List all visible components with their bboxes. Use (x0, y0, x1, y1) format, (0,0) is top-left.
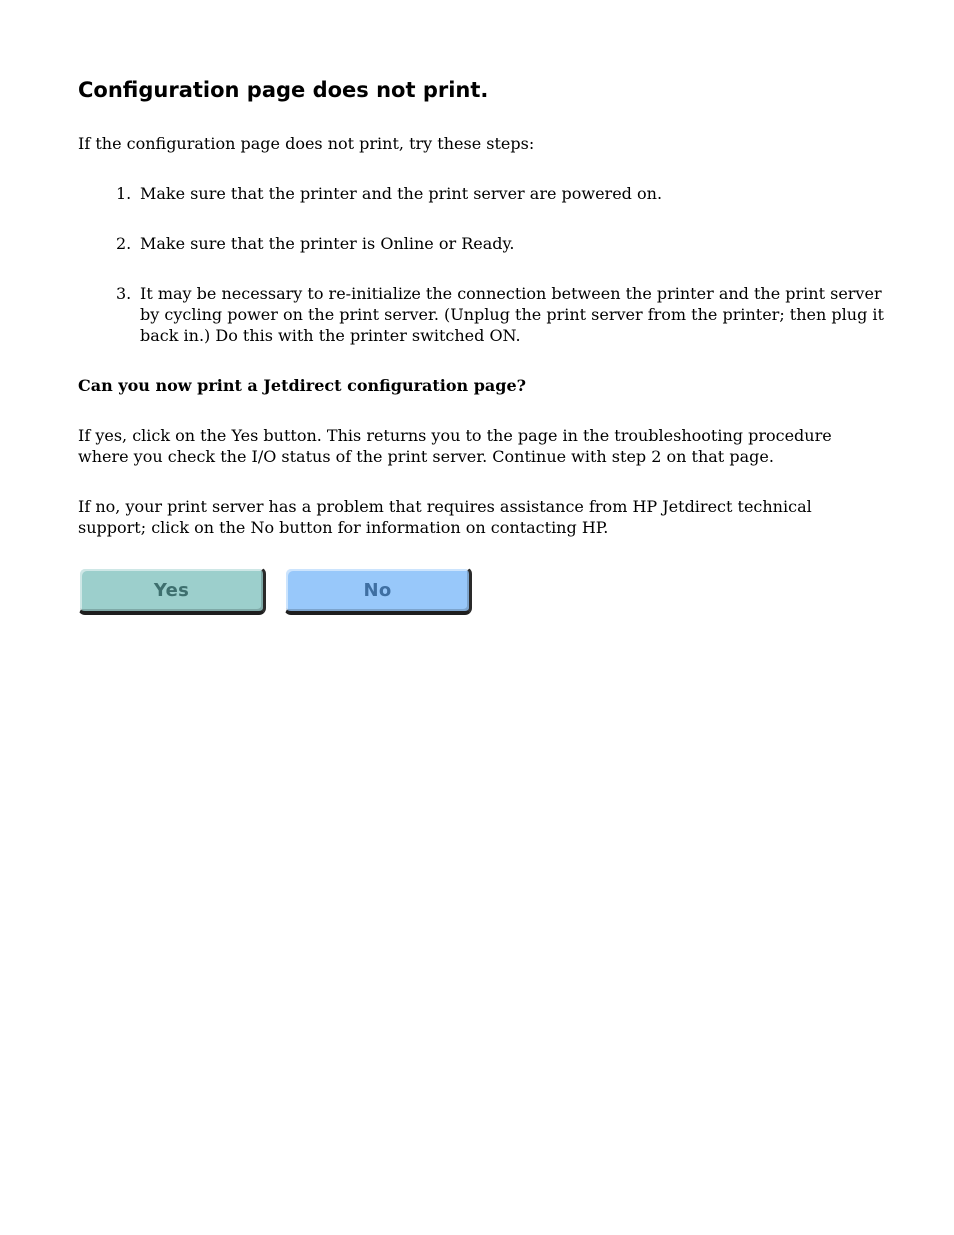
yes-button[interactable]: Yes (78, 567, 266, 615)
if-no-text: If no, your print server has a problem that requires assistance from HP Jetdirect technical support; click on the No button for information on contacting HP. (78, 497, 812, 537)
step-text: It may be necessary to re-initialize the connection between the printer and the print server by cycling power on the print server. (Unplug the print server from the printer; then plug it back in.) Do this with the printer switched ON. (140, 284, 884, 345)
step-text: Make sure that the printer and the print server are powered on. (140, 184, 663, 203)
answer-buttons (78, 567, 472, 615)
step-item (78, 183, 888, 204)
step-number: 1. (116, 184, 132, 203)
step-text: Make sure that the printer is Online or Ready. (140, 234, 515, 253)
steps-list (78, 183, 888, 375)
step-number: 2. (116, 234, 132, 253)
page-title: Configuration page does not print. (78, 78, 489, 102)
if-yes-text: If yes, click on the Yes button. This returns you to the page in the troubleshooting procedure where you check the I/O status of the print server. Continue with step 2 on that page. (78, 426, 832, 466)
step-item (78, 283, 888, 346)
question-text: Can you now print a Jetdirect configuration page? (78, 376, 527, 395)
no-button[interactable]: No (284, 567, 472, 615)
step-number: 3. (116, 284, 132, 303)
step-item (78, 233, 888, 254)
intro-text: If the configuration page does not print, try these steps: (78, 134, 535, 153)
